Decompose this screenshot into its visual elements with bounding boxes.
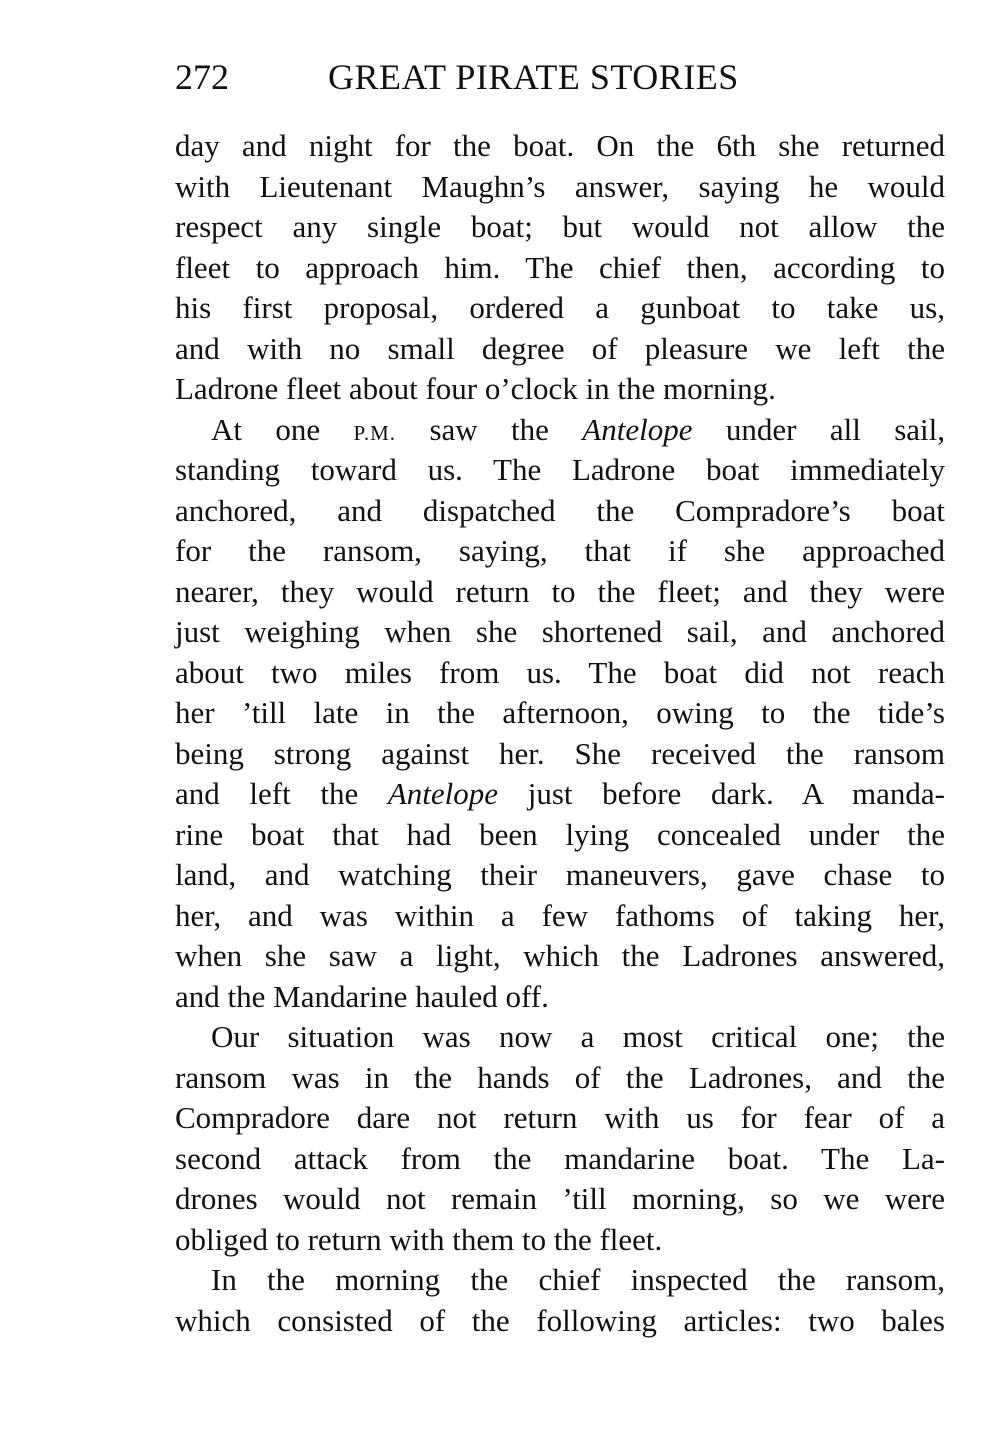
text-line: her, and was within a few fathoms of taking her, bbox=[175, 897, 945, 933]
ship-name: Antelope bbox=[582, 411, 693, 447]
text-line: and the Mandarine hauled off. bbox=[175, 978, 549, 1014]
text-line: just weighing when she shortened sail, and anchored bbox=[175, 614, 945, 649]
text-line: respect any single boat; but would not allow the bbox=[175, 209, 945, 244]
text-segment: At one bbox=[211, 411, 354, 447]
text-line: nearer, they would return to the fleet; and they were bbox=[175, 573, 945, 609]
text-segment: under all sail, bbox=[692, 411, 945, 447]
text-line: day and night for the boat. On the 6th she returned bbox=[175, 128, 945, 163]
book-title: GREAT PIRATE STORIES bbox=[328, 57, 739, 97]
text-line: his first proposal, ordered a gunboat to take us, bbox=[175, 290, 945, 325]
running-head bbox=[175, 52, 945, 102]
text-line: Compradore dare not return with us for fear of a bbox=[175, 1100, 945, 1135]
text-line: standing toward us. The Ladrone boat immediately bbox=[175, 452, 945, 487]
text-line: and with no small degree of pleasure we left the bbox=[175, 330, 945, 366]
text-line: anchored, and dispatched the Compradore’s boat bbox=[175, 492, 945, 528]
time-abbreviation: P.M. bbox=[353, 420, 397, 445]
text-line: being strong against her. She received the ransom bbox=[175, 735, 945, 771]
text-line bbox=[175, 774, 945, 815]
text-line: land, and watching their maneuvers, gave chase to bbox=[175, 857, 945, 892]
text-line: ransom was in the hands of the Ladrones, and the bbox=[175, 1059, 945, 1095]
text-line: when she saw a light, which the Ladrones answered, bbox=[175, 938, 945, 973]
text-line: her ’till late in the afternoon, owing to the tide’s bbox=[175, 695, 945, 730]
text-line: obliged to return with them to the fleet. bbox=[175, 1221, 663, 1257]
text-line: for the ransom, saying, that if she approached bbox=[175, 533, 945, 568]
text-line: which consisted of the following articles: two bales bbox=[175, 1302, 945, 1338]
paragraph-start-line: Our situation was now a most critical one; the bbox=[211, 1019, 945, 1054]
text-line: with Lieutenant Maughn’s answer, saying he would bbox=[175, 168, 945, 204]
text-line: second attack from the mandarine boat. The La- bbox=[175, 1140, 945, 1176]
text-segment: and left the bbox=[175, 776, 388, 811]
text-line: rine boat that had been lying concealed under the bbox=[175, 816, 945, 852]
text-line: about two miles from us. The boat did not reach bbox=[175, 654, 945, 690]
text-line: fleet to approach him. The chief then, according to bbox=[175, 249, 945, 285]
text-line: Ladrone fleet about four o’clock in the morning. bbox=[175, 371, 776, 406]
text-line: drones would not remain ’till morning, so we were bbox=[175, 1181, 945, 1216]
body-text bbox=[175, 126, 945, 1341]
text-segment: saw the bbox=[396, 411, 583, 447]
ship-name: Antelope bbox=[387, 776, 499, 811]
text-segment: just before dark. A manda- bbox=[498, 776, 945, 811]
paragraph-start-line bbox=[175, 410, 945, 451]
page-number: 272 bbox=[175, 57, 229, 97]
paragraph-start-line: In the morning the chief inspected the ransom, bbox=[211, 1262, 945, 1297]
